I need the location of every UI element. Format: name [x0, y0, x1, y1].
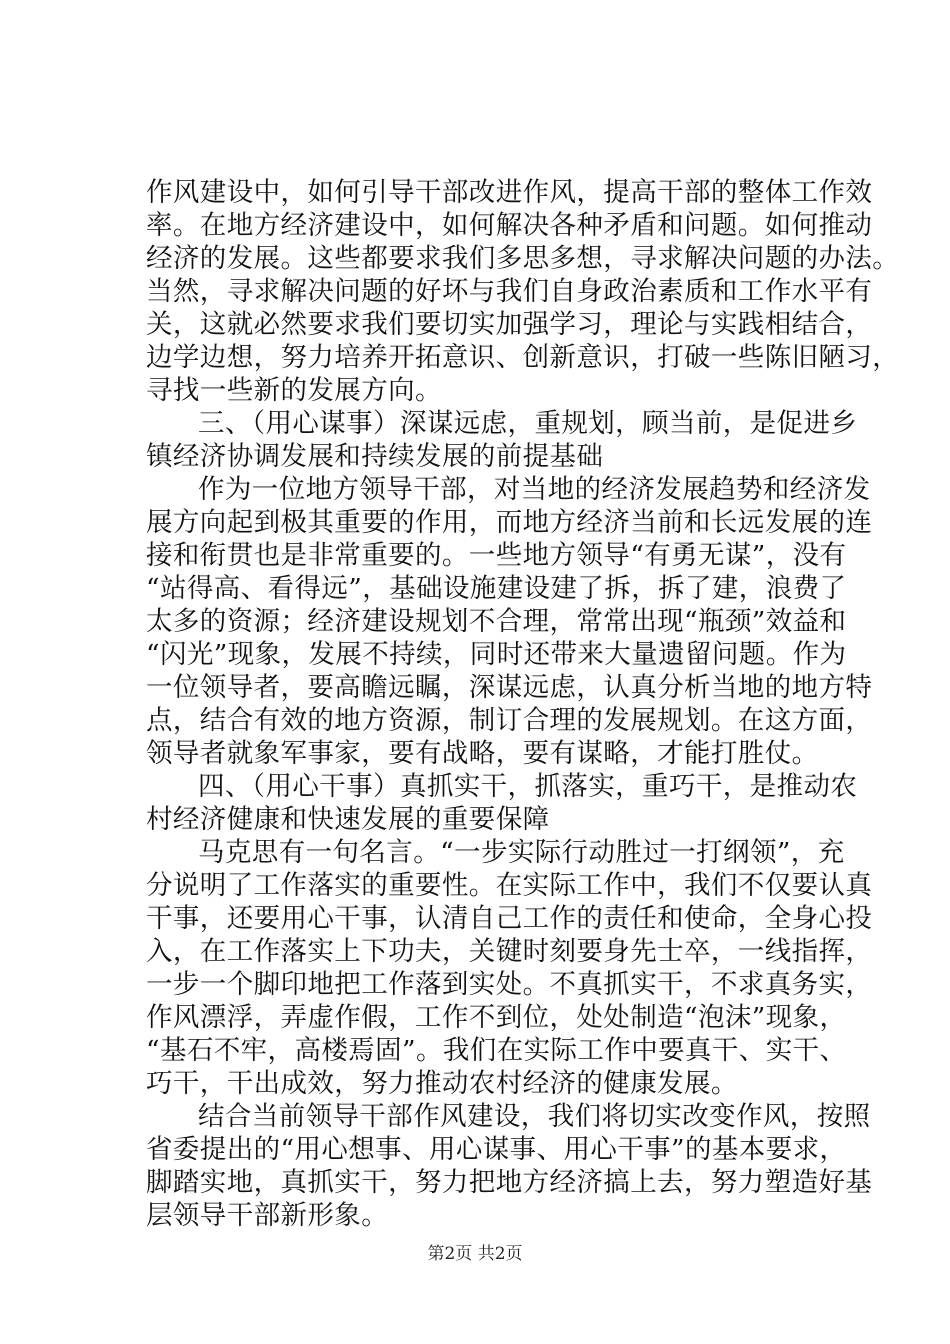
text-line: 率。在地方经济建设中，如何解决各种矛盾和问题。如何推动	[146, 210, 873, 241]
text-line: “闪光”现象，发展不持续，同时还带来大量遗留问题。作为	[146, 639, 847, 670]
text-line: 省委提出的“用心想事、用心谋事、用心干事”的基本要求，	[146, 1134, 847, 1165]
text-line: 入，在工作落实上下功夫，关键时刻要身先士卒，一线指挥，	[146, 936, 873, 967]
text-line: 脚踏实地，真抓实干，努力把地方经济搞上去，努力塑造好基	[146, 1167, 873, 1198]
text-line: 领导者就象军事家，要有战略，要有谋略，才能打胜仗。	[146, 738, 819, 769]
text-line: 马克思有一句名言。“一步实际行动胜过一打纲领”，充	[198, 837, 845, 868]
text-line: 经济的发展。这些都要求我们多思多想，寻求解决问题的办法。	[146, 243, 900, 274]
page-footer: 第2页 共2页	[427, 1244, 523, 1264]
text-line: 寻找一些新的发展方向。	[146, 375, 442, 406]
text-line: 巧干，干出成效，努力推动农村经济的健康发展。	[146, 1068, 738, 1099]
text-line: 一步一个脚印地把工作落到实处。不真抓实干，不求真务实，	[146, 969, 873, 1000]
text-line: 分说明了工作落实的重要性。在实际工作中，我们不仅要认真	[146, 870, 873, 901]
text-line: 作风漂浮，弄虚作假，工作不到位，处处制造“泡沫”现象，	[146, 1002, 847, 1033]
text-line: 太多的资源；经济建设规划不合理，常常出现“瓶颈”效益和	[146, 606, 847, 637]
section-heading-line: 村经济健康和快速发展的重要保障	[146, 804, 550, 835]
text-line: 干事，还要用心干事，认清自己工作的责任和使命，全身心投	[146, 903, 873, 934]
text-line: 作为一位地方领导干部，对当地的经济发展趋势和经济发	[198, 474, 871, 505]
text-line: 层领导干部新形象。	[146, 1200, 389, 1231]
text-line: 接和衔贯也是非常重要的。一些地方领导“有勇无谋”，没有	[146, 540, 847, 571]
text-line: 展方向起到极其重要的作用，而地方经济当前和长远发展的连	[146, 507, 873, 538]
text-line: 结合当前领导干部作风建设，我们将切实改变作风，按照	[198, 1101, 871, 1132]
text-line: 一位领导者，要高瞻远瞩，深谋远虑，认真分析当地的地方特	[146, 672, 873, 703]
section-heading-line: 三、（用心谋事）深谋远虑，重规划，顾当前，是促进乡	[198, 408, 858, 439]
document-body	[146, 176, 900, 1232]
text-line: 当然，寻求解决问题的好坏与我们自身政治素质和工作水平有	[146, 276, 873, 307]
section-heading-line: 四、（用心干事）真抓实干，抓落实，重巧干，是推动农	[198, 771, 858, 802]
text-line: “站得高、看得远”，基础设施建设建了拆，拆了建，浪费了	[146, 573, 847, 604]
text-line: “基石不牢，高楼焉固”。我们在实际工作中要真干、实干、	[146, 1035, 847, 1066]
text-line: 点，结合有效的地方资源，制订合理的发展规划。在这方面，	[146, 705, 873, 736]
text-line: 边学边想，努力培养开拓意识、创新意识，打破一些陈旧陋习，	[146, 342, 900, 373]
text-line: 关，这就必然要求我们要切实加强学习，理论与实践相结合，	[146, 309, 873, 340]
text-line: 作风建设中，如何引导干部改进作风，提高干部的整体工作效	[146, 177, 873, 208]
section-heading-line: 镇经济协调发展和持续发展的前提基础	[146, 441, 604, 472]
